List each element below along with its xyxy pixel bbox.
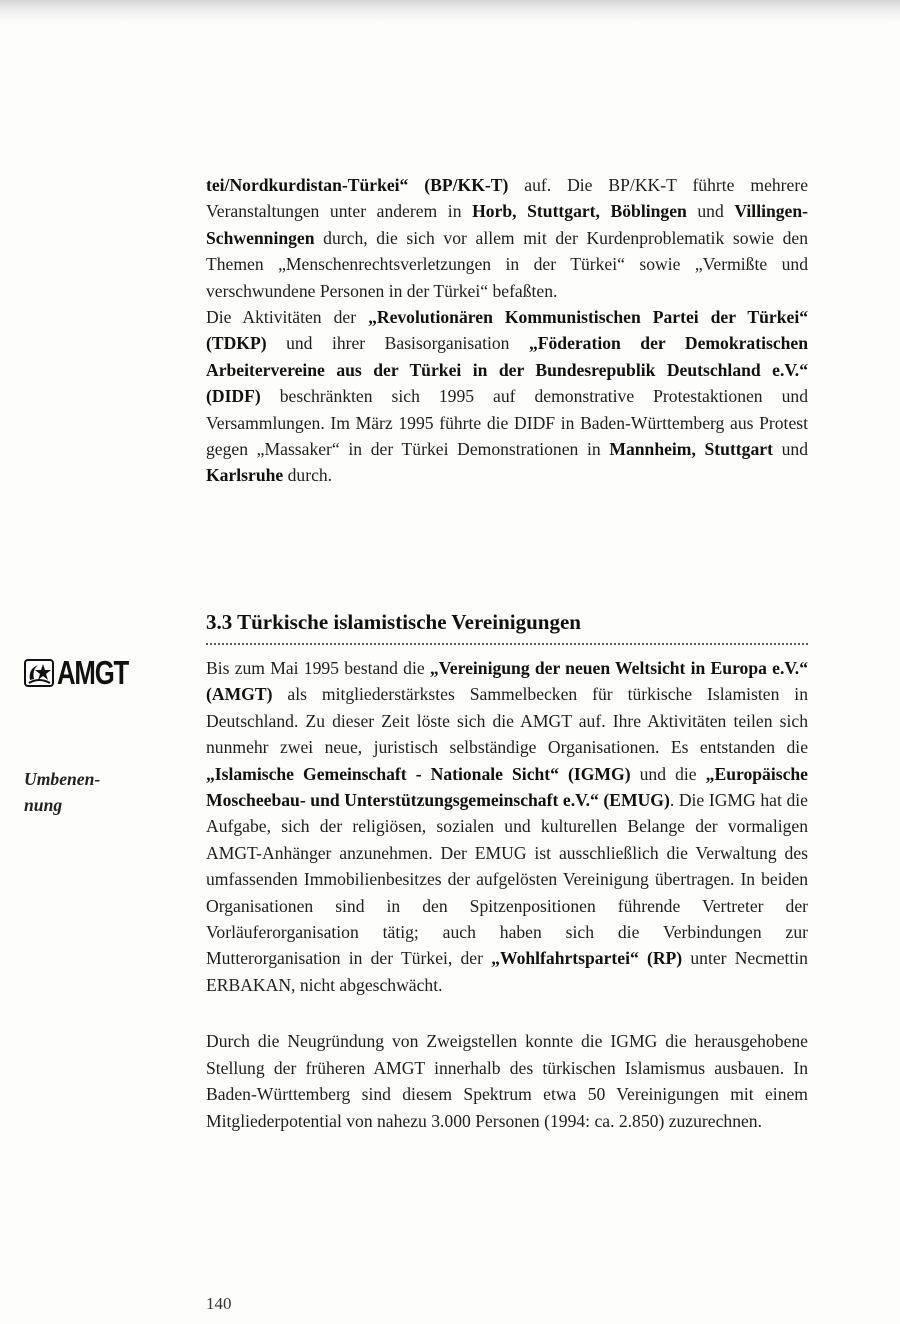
text-run: und ihrer Basisorganisation (266, 333, 529, 354)
text-run: und die (630, 763, 706, 784)
scan-edge-shadow (0, 0, 900, 22)
bold-term: „Revolutionären Kommunistischen Partei der Türkei“ (TDKP) (206, 307, 809, 354)
heading-dotted-rule (206, 643, 808, 645)
page-number: 140 (206, 1294, 232, 1313)
text-run: durch. (283, 465, 333, 486)
text-run: und (772, 439, 808, 460)
bold-term: tei/Nordkurdistan-Türkei“ (BP/KK-T) (206, 175, 509, 195)
paragraph (206, 1028, 808, 1134)
main-text-section (206, 655, 808, 1134)
bold-term: „Europäische Moscheebau- und Unterstützungsgemeinschaft e.V.“ (EMUG) (206, 763, 808, 811)
top-text-section (206, 172, 808, 489)
text-run: Durch die Neugründung von Zweigstellen konnte die IGMG die herausgehobene Stellung der früheren AMGT innerhalb des türkischen Islamismus ausbauen. In Baden-Württemberg sind diesem Spektrum etwa 50 Vereinigungen mit einem Mitgliederpotential von nahezu 3.000 Personen (1994: ca. 2.850) zuzurechnen. (206, 1031, 808, 1131)
margin-note-line: nung (24, 795, 63, 816)
section-heading: 3.3 Türkische islamistische Vereinigungen (206, 610, 581, 634)
bold-term: Mannheim, Stuttgart (609, 439, 773, 460)
paragraph-gap (206, 998, 808, 1028)
logo-text: AMGT (57, 654, 129, 691)
bold-term: Karlsruhe (206, 465, 284, 486)
text-run: auf. Die BP/KK-T führte mehrere Veranstaltungen unter anderem in (206, 175, 809, 222)
bold-term: „Föderation der Demokratischen Arbeitervereine aus der Türkei in der Bundesrepublik Deutschland e.V.“ (DIDF) (206, 333, 809, 407)
amgt-logo (24, 655, 154, 691)
paragraph (206, 304, 808, 489)
bold-term: „Wohlfahrtspartei“ (RP) (491, 948, 683, 969)
margin-note (24, 766, 134, 819)
paragraph (206, 655, 808, 998)
bold-term: „Vereinigung der neuen Weltsicht in Europa e.V.“ (AMGT) (206, 658, 809, 705)
bold-term: Horb, Stuttgart, Böblingen (472, 201, 687, 222)
text-run: . Die IGMG hat die Aufgabe, sich der religiösen, sozialen und kulturellen Belange der vormaligen AMGT-Anhänger anzunehmen. Der EMUG ist ausschließlich die Verwaltung des umfassenden Immobilienbesitzes der aufgelösten Vereinigung übertragen. In beiden Organisationen sind in den Spitzenpositionen führende Vertreter der Vorläuferorganisation tätig; auch haben sich die Verbindungen zur Mutterorganisation in der Türkei, der (206, 790, 808, 969)
paragraph (206, 172, 808, 304)
text-run: durch, die sich vor allem mit der Kurdenproblematik sowie den Themen „Menschenrechtsverletzungen in der Türkei“ sowie „Vermißte und verschwundene Personen in der Türkei“ befaßten. (206, 227, 808, 301)
text-run: Bis zum Mai 1995 bestand die (206, 658, 430, 678)
bold-term: „Islamische Gemeinschaft - Nationale Sicht“ (IGMG) (206, 763, 631, 784)
text-run: beschränkten sich 1995 auf demonstrative Protestaktionen und Versammlungen. Im März 1995 führte die DIDF in Baden-Württemberg aus Protest gegen „Massaker“ in der Türkei Demonstrationen in (206, 386, 808, 460)
bold-term: Villingen-Schwenningen (206, 201, 808, 248)
margin-note-line: Umbenen- (24, 769, 101, 789)
crescent-star-emblem-icon (24, 659, 54, 687)
text-run: Die Aktivitäten der (206, 307, 369, 328)
text-run: als mitgliederstärkstes Sammelbecken für türkische Islamisten in Deutschland. Zu dieser Zeit löste sich die AMGT auf. Ihre Aktivitäten teilen sich nunmehr zwei neue, juristisch selbständige Organisationen. Es entstanden die (206, 684, 808, 758)
text-run: unter Necmettin ERBAKAN, nicht abgeschwächt. (206, 948, 808, 995)
text-run: und (686, 201, 735, 222)
